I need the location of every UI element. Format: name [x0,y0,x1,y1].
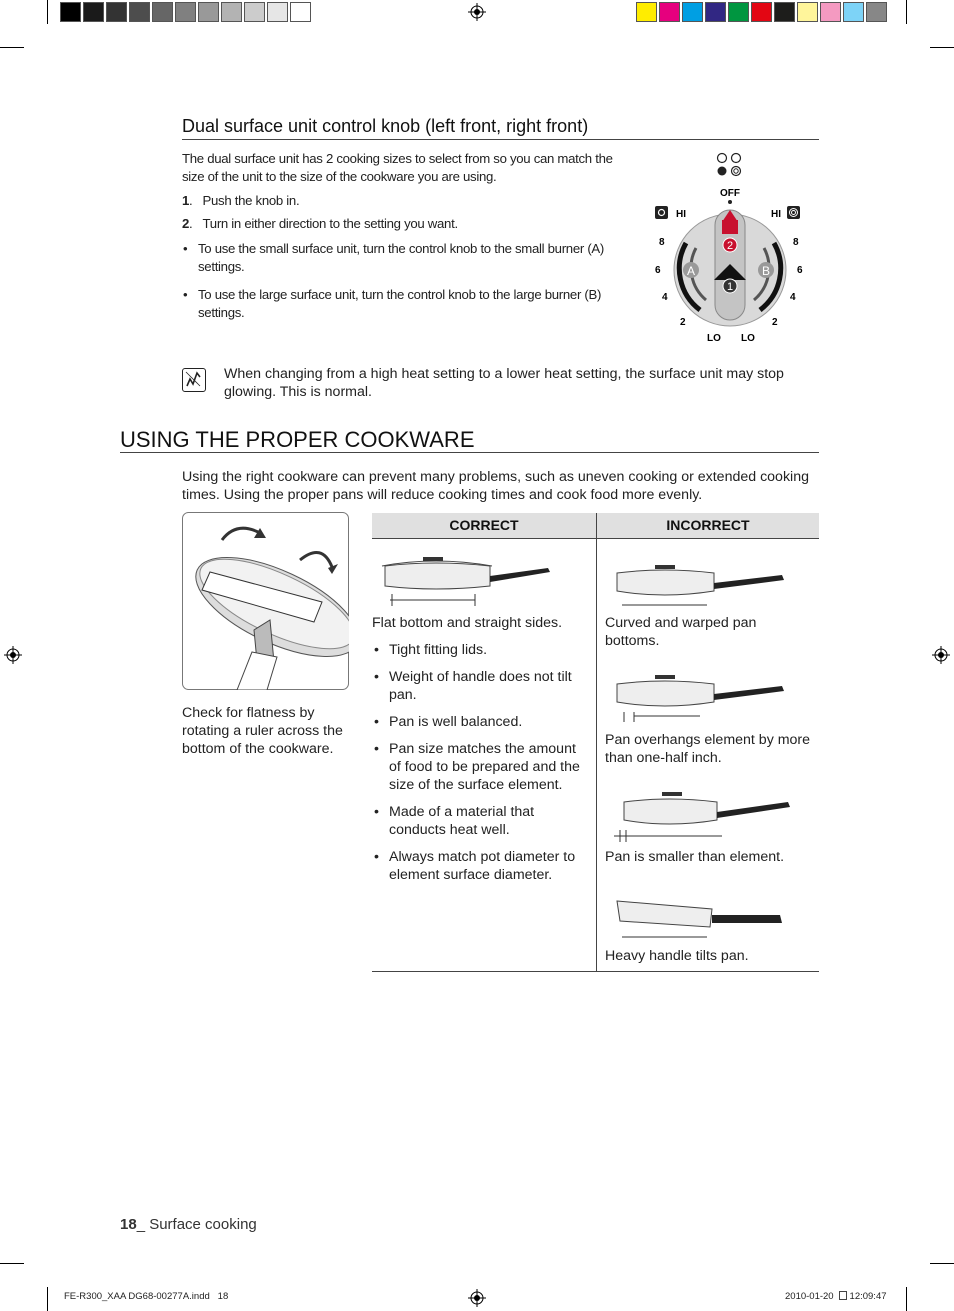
crop-mark [47,1287,48,1311]
incorrect-item: Pan is smaller than element. [605,849,785,865]
knob-num-1: 1 [726,281,734,293]
bullet-icon: • [374,714,379,730]
tilted-pan-illustration [612,893,787,943]
step-1: 1. Push the knob in. [182,193,300,208]
knob-label-a: A [686,264,696,278]
knob-label-b: B [761,264,771,278]
slug-file: FE-R300_XAA DG68-00277A.indd 18 [64,1291,229,1302]
correct-item: • Tight fitting lids. [374,642,488,658]
tick-left-6: 6 [655,265,661,276]
bullet-icon: • [374,804,379,820]
step-number: 2 [182,216,190,231]
color-swatch [820,2,841,22]
knob-lo-left: LO [707,333,721,344]
step-2: 2. Turn in either direction to the setting you want. [182,216,458,231]
incorrect-item: Pan overhangs element by more than one-half inch. [605,732,811,766]
crop-mark [906,1287,907,1311]
color-swatch [843,2,864,22]
color-swatch [60,2,81,22]
control-knob-diagram [648,148,818,348]
small-burner-on-icon [718,167,727,176]
bullet-icon: • [183,287,188,302]
step-text: Push the knob in. [202,193,300,208]
column-divider [596,513,597,971]
large-burner-off-icon [732,154,741,163]
small-pan-illustration [612,790,792,842]
crop-mark [0,1263,24,1264]
color-swatch [83,2,104,22]
correct-header: CORRECT [372,513,596,538]
tick-right-2: 2 [772,317,778,328]
knob-hi-left: HI [676,209,686,220]
flatness-caption: Check for flatness by rotating a ruler across the bottom of the cookware. [182,705,343,757]
crop-mark [930,47,954,48]
color-swatch [175,2,196,22]
large-burner-on-icon [732,167,741,176]
bullet-item [182,286,632,322]
slug-time-text: 12:09:47 [849,1291,887,1302]
tick-right-8: 8 [793,237,799,248]
note-text: When changing from a high heat setting to a lower heat setting, the surface unit may stop glowing. This is normal. [224,366,784,400]
registration-mark-icon [4,646,22,664]
step-number: 1 [182,193,190,208]
crop-mark [930,1263,954,1264]
correct-lead: Flat bottom and straight sides. [372,615,563,631]
warped-pan-illustration [612,565,787,607]
slug-separator-icon [839,1291,847,1300]
bullet-icon: • [374,741,379,757]
registration-mark-icon [932,646,950,664]
slug-date [785,1291,887,1302]
color-swatch [244,2,265,22]
crop-mark [0,47,24,48]
page-label: _ Surface cooking [136,1216,257,1233]
color-swatch [866,2,887,22]
bullet-icon: • [183,241,188,256]
section-title: USING THE PROPER COOKWARE [120,427,475,452]
color-swatch [636,2,657,22]
color-swatch [728,2,749,22]
color-swatch [682,2,703,22]
color-swatch [152,2,173,22]
correct-pan-illustration [380,554,555,606]
color-swatch [106,2,127,22]
color-swatch [221,2,242,22]
registration-mark-icon [468,1289,486,1307]
tick-right-6: 6 [797,265,803,276]
tick-left-4: 4 [662,292,668,303]
bullet-icon: • [374,642,379,658]
knob-lo-right: LO [741,333,755,344]
incorrect-header: INCORRECT [597,513,819,538]
small-hi-box-icon [655,206,668,219]
knob-num-2: 2 [726,240,734,252]
color-swatch [198,2,219,22]
color-swatch [290,2,311,22]
registration-mark-icon [468,3,486,21]
color-swatch [659,2,680,22]
color-swatch [751,2,772,22]
correct-item: • Always match pot diameter to element surface diameter. [374,849,576,883]
bullet-text: To use the small surface unit, turn the control knob to the small burner (A) settings. [198,241,604,274]
note-icon [182,368,206,392]
color-swatch [129,2,150,22]
knob-off-label: OFF [720,188,740,199]
knob-hi-right: HI [771,209,781,220]
color-swatch [267,2,288,22]
cookware-intro: Using the right cookware can prevent many problems, such as uneven cooking or extended cooking times. Using the proper pans will reduce cooking times and cook food more evenly. [182,469,809,503]
subsection-rule [182,139,819,140]
header-rule [372,538,819,539]
crop-mark [47,0,48,24]
ruler-flatness-illustration [182,512,349,690]
incorrect-item: Heavy handle tilts pan. [605,948,749,964]
correct-item: • Weight of handle does not tilt pan. [374,669,572,703]
overhang-pan-illustration [612,674,787,724]
subsection-title: Dual surface unit control knob (left front, right front) [182,116,589,136]
slug-date-text: 2010-01-20 [785,1291,834,1302]
large-hi-box-icon [787,206,800,219]
tick-left-8: 8 [659,237,665,248]
bullet-item [182,240,632,276]
step-text: Turn in either direction to the setting you want. [202,216,458,231]
correct-list [372,641,592,893]
correct-item: • Pan is well balanced. [374,714,523,730]
color-swatch [774,2,795,22]
small-burner-off-icon [718,154,727,163]
page-footer [120,1216,257,1233]
intro-paragraph: The dual surface unit has 2 cooking sizes to select from so you can match the size of the unit to the size of the cookware you are using. [182,151,613,184]
tick-left-2: 2 [680,317,686,328]
bullet-icon: • [374,849,379,865]
correct-item: • Pan size matches the amount of food to be prepared and the size of the surface element. [374,741,580,793]
color-swatch [797,2,818,22]
page-number: 18 [120,1216,137,1233]
bullet-text: To use the large surface unit, turn the control knob to the large burner (B) settings. [198,287,602,320]
bullet-icon: • [374,669,379,685]
table-bottom-rule [372,971,819,972]
correct-item: • Made of a material that conducts heat well. [374,804,535,838]
color-swatch [705,2,726,22]
section-rule [120,452,819,453]
tick-right-4: 4 [790,292,796,303]
incorrect-item: Curved and warped pan bottoms. [605,615,757,649]
crop-mark [906,0,907,24]
